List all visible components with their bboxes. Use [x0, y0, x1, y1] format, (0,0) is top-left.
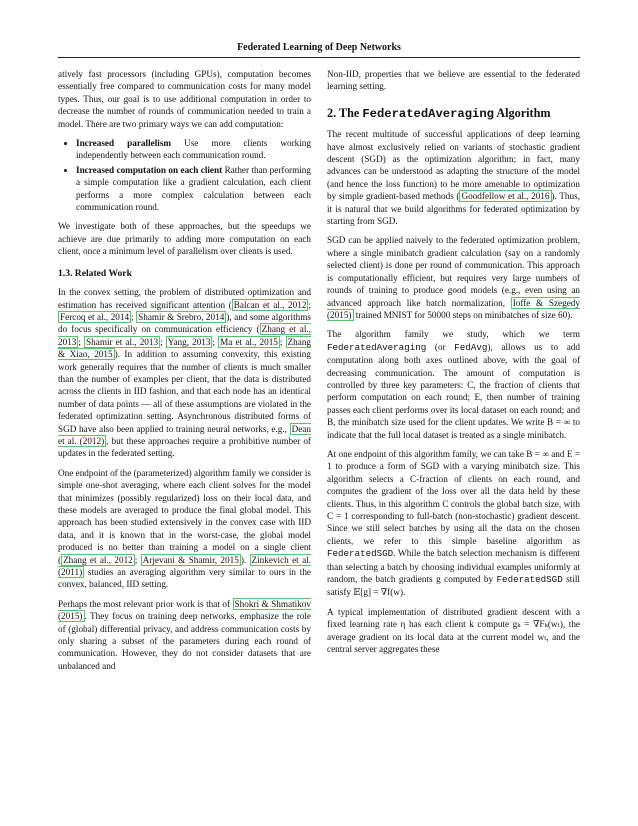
- section-heading-fedavg: 2. The FederatedAveraging Algorithm: [327, 105, 551, 121]
- citation-link[interactable]: Zhang et al., 2012: [63, 554, 133, 565]
- algorithm-name: FederatedSGD: [496, 574, 563, 586]
- paragraph: SGD can be applied naively to the federated optimization problem, where a single minibatch gradient calculation (say on a randomly selected client) is done per round of communication. This approach is computationally efficient, but requires very large numbers of rounds of training to produce good models (e.g., even using an advanced approach like batch normalization, Ioffe & Szegedy (2015) trained MNIST for 50000 steps on minibatches of size 60).: [327, 235, 580, 320]
- paragraph: atively fast processors (including GPUs), computation becomes essentially free compared to communication costs for many model types. Thus, our goal is to use additional computation in order to decrease the number of rounds of communication needed to train a model. There are two primary ways we can add computation:: [58, 69, 311, 129]
- citation-link[interactable]: Fercoq et al., 2014: [60, 311, 130, 322]
- citation-link[interactable]: Zhang & Xiao, 2015: [58, 336, 312, 360]
- bullet-list: [58, 137, 311, 213]
- citation-link[interactable]: Dean et al. (2012): [58, 423, 311, 446]
- paragraph: The algorithm family we study, which we term FederatedAveraging (or FedAvg), allows us to add computation along both axes outlined above, with the goal of decreasing communication. The amount of computation is controlled by three key parameters: C, the fraction of clients that perform computation on each round; E, then number of training passes each client performs over its local dataset on each round; and B, the minibatch size used for the client updates. We write B = ∞ to indicate that the full local dataset is treated as a single minibatch.: [327, 329, 580, 440]
- citation-link[interactable]: Shamir et al., 2013: [86, 336, 159, 347]
- paragraph: At one endpoint of this algorithm family, we can take B = ∞ and E = 1 to produce a form of SGD with a varying minibatch size. This algorithm selects a C-fraction of clients on each round, and computes the gradient of the loss over all the data held by these clients. Thus, in this algorithm C controls the global batch size, with C = 1 corresponding to full-batch (non-stochastic) gradient descent. Since we still select batches by using all the data on the chosen clients, we refer to this simple baseline algorithm as FederatedSGD. While the batch selection mechanism is different than selecting a batch by choosing individual examples uniformly at random, the batch gradients g computed by FederatedSGD still satisfy 𝔼[g] = ∇f(w).: [327, 448, 580, 598]
- paragraph: The recent multitude of successful applications of deep learning have almost exclusively relied on variants of stochastic gradient descent (SGD) as the optimization algorithm; in fact, many advances can be understood as adapting the structure of the model (and hence the loss function) to be more amenable to optimization by simple gradient-based methods ( Goodfellow et al., 2016 ). Thus, it is natural that we build algorithms for federated optimization by starting from SGD.: [327, 129, 580, 227]
- paragraph: Non-IID, properties that we believe are essential to the federated learning setting.: [327, 69, 580, 92]
- paragraph: One endpoint of the (parameterized) algorithm family we consider is simple one-shot averaging, where each client solves for the model that minimizes (possibly regularized) loss on their local data, and these models are averaged to produce the final global model. This approach has been studied extensively in the convex case with IID data, and it is known that in the worst-case, the global model produced is no better than training a model on a single client ( Zhang et al., 2012 ; Arjevani & Shamir, 2015 ). Zinkevich et al. (2011) studies an averaging algorithm very similar to ours in the convex, balanced, IID setting.: [58, 467, 311, 590]
- running-title: Federated Learning of Deep Networks: [237, 42, 401, 53]
- algorithm-name: FederatedSGD: [327, 548, 394, 560]
- citation-link[interactable]: Ma et al., 2015: [220, 336, 278, 347]
- section-heading-related-work: 1.3. Related Work: [58, 267, 132, 279]
- left-column: [58, 68, 311, 679]
- citation-link[interactable]: Zinkevich et al. (2011): [58, 554, 311, 578]
- citation-link[interactable]: Zhang et al., 2013: [58, 324, 312, 347]
- header-rule: [58, 57, 580, 58]
- algorithm-name: FederatedAveraging: [327, 341, 427, 353]
- citation-link[interactable]: Shamir & Srebro, 2014: [138, 311, 225, 322]
- citation-link[interactable]: Arjevani & Shamir, 2015: [142, 554, 239, 565]
- citation-link[interactable]: Ioffe & Szegedy (2015): [327, 297, 580, 320]
- list-item: • Increased computation on each client Rather than performing a simple computation like a gradient calculation, each client performs a more complex calculation between each communication round.: [76, 164, 311, 214]
- right-column: [327, 68, 580, 662]
- list-item: • Increased parallelism Use more clients working independently between each communication round.: [76, 137, 311, 162]
- citation-link[interactable]: Shokri & Shmatikov (2015): [58, 598, 311, 622]
- algorithm-name: FedAvg: [454, 341, 488, 353]
- paragraph: In the convex setting, the problem of distributed optimization and estimation has received significant attention ( Balcan et al., 2012 ; Fercoq et al., 2014 ; Shamir & Srebro, 2014 ), and some algorithms do focus specifically on communication efficiency ( Zhang et al., 2013 ; Shamir et al., 2013 ; Yang, 2013 ; Ma et al., 2015 ; Zhang & Xiao, 2015 ). In addition to assuming convexity, this existing work generally requires that the number of clients is much smaller than the number of examples per client, that the data is distributed across the clients in IID fashion, and that each node has an identical number of data points — all of these assumptions are violated in the federated optimization setting. Asynchronous distributed forms of SGD have also been applied to training neural networks, e.g., Dean et al. (2012) , but these approaches require a prohibitive number of updates in the federated setting.: [58, 287, 312, 459]
- paragraph: Perhaps the most relevant prior work is that of Shokri & Shmatikov (2015) . They focus on training deep networks, emphasize the role of (global) differential privacy, and address communication costs by only sharing a subset of the parameters during each round of communication. However, they do not consider datasets that are unbalanced and: [58, 598, 311, 671]
- citation-link[interactable]: Yang, 2013: [167, 336, 211, 347]
- citation-link[interactable]: Goodfellow et al., 2016: [461, 191, 550, 202]
- paragraph: We investigate both of these approaches, but the speedups we achieve are due primarily to adding more computation on each client, once a minimum level of parallelism over clients is used.: [58, 221, 311, 257]
- paragraph: A typical implementation of distributed gradient descent with a fixed learning rate η has each client k compute gₖ = ∇Fₖ(wₜ), the average gradient on its local data at the current model wₜ, and the central server aggregates these: [327, 606, 580, 655]
- citation-link[interactable]: Balcan et al., 2012: [233, 299, 307, 310]
